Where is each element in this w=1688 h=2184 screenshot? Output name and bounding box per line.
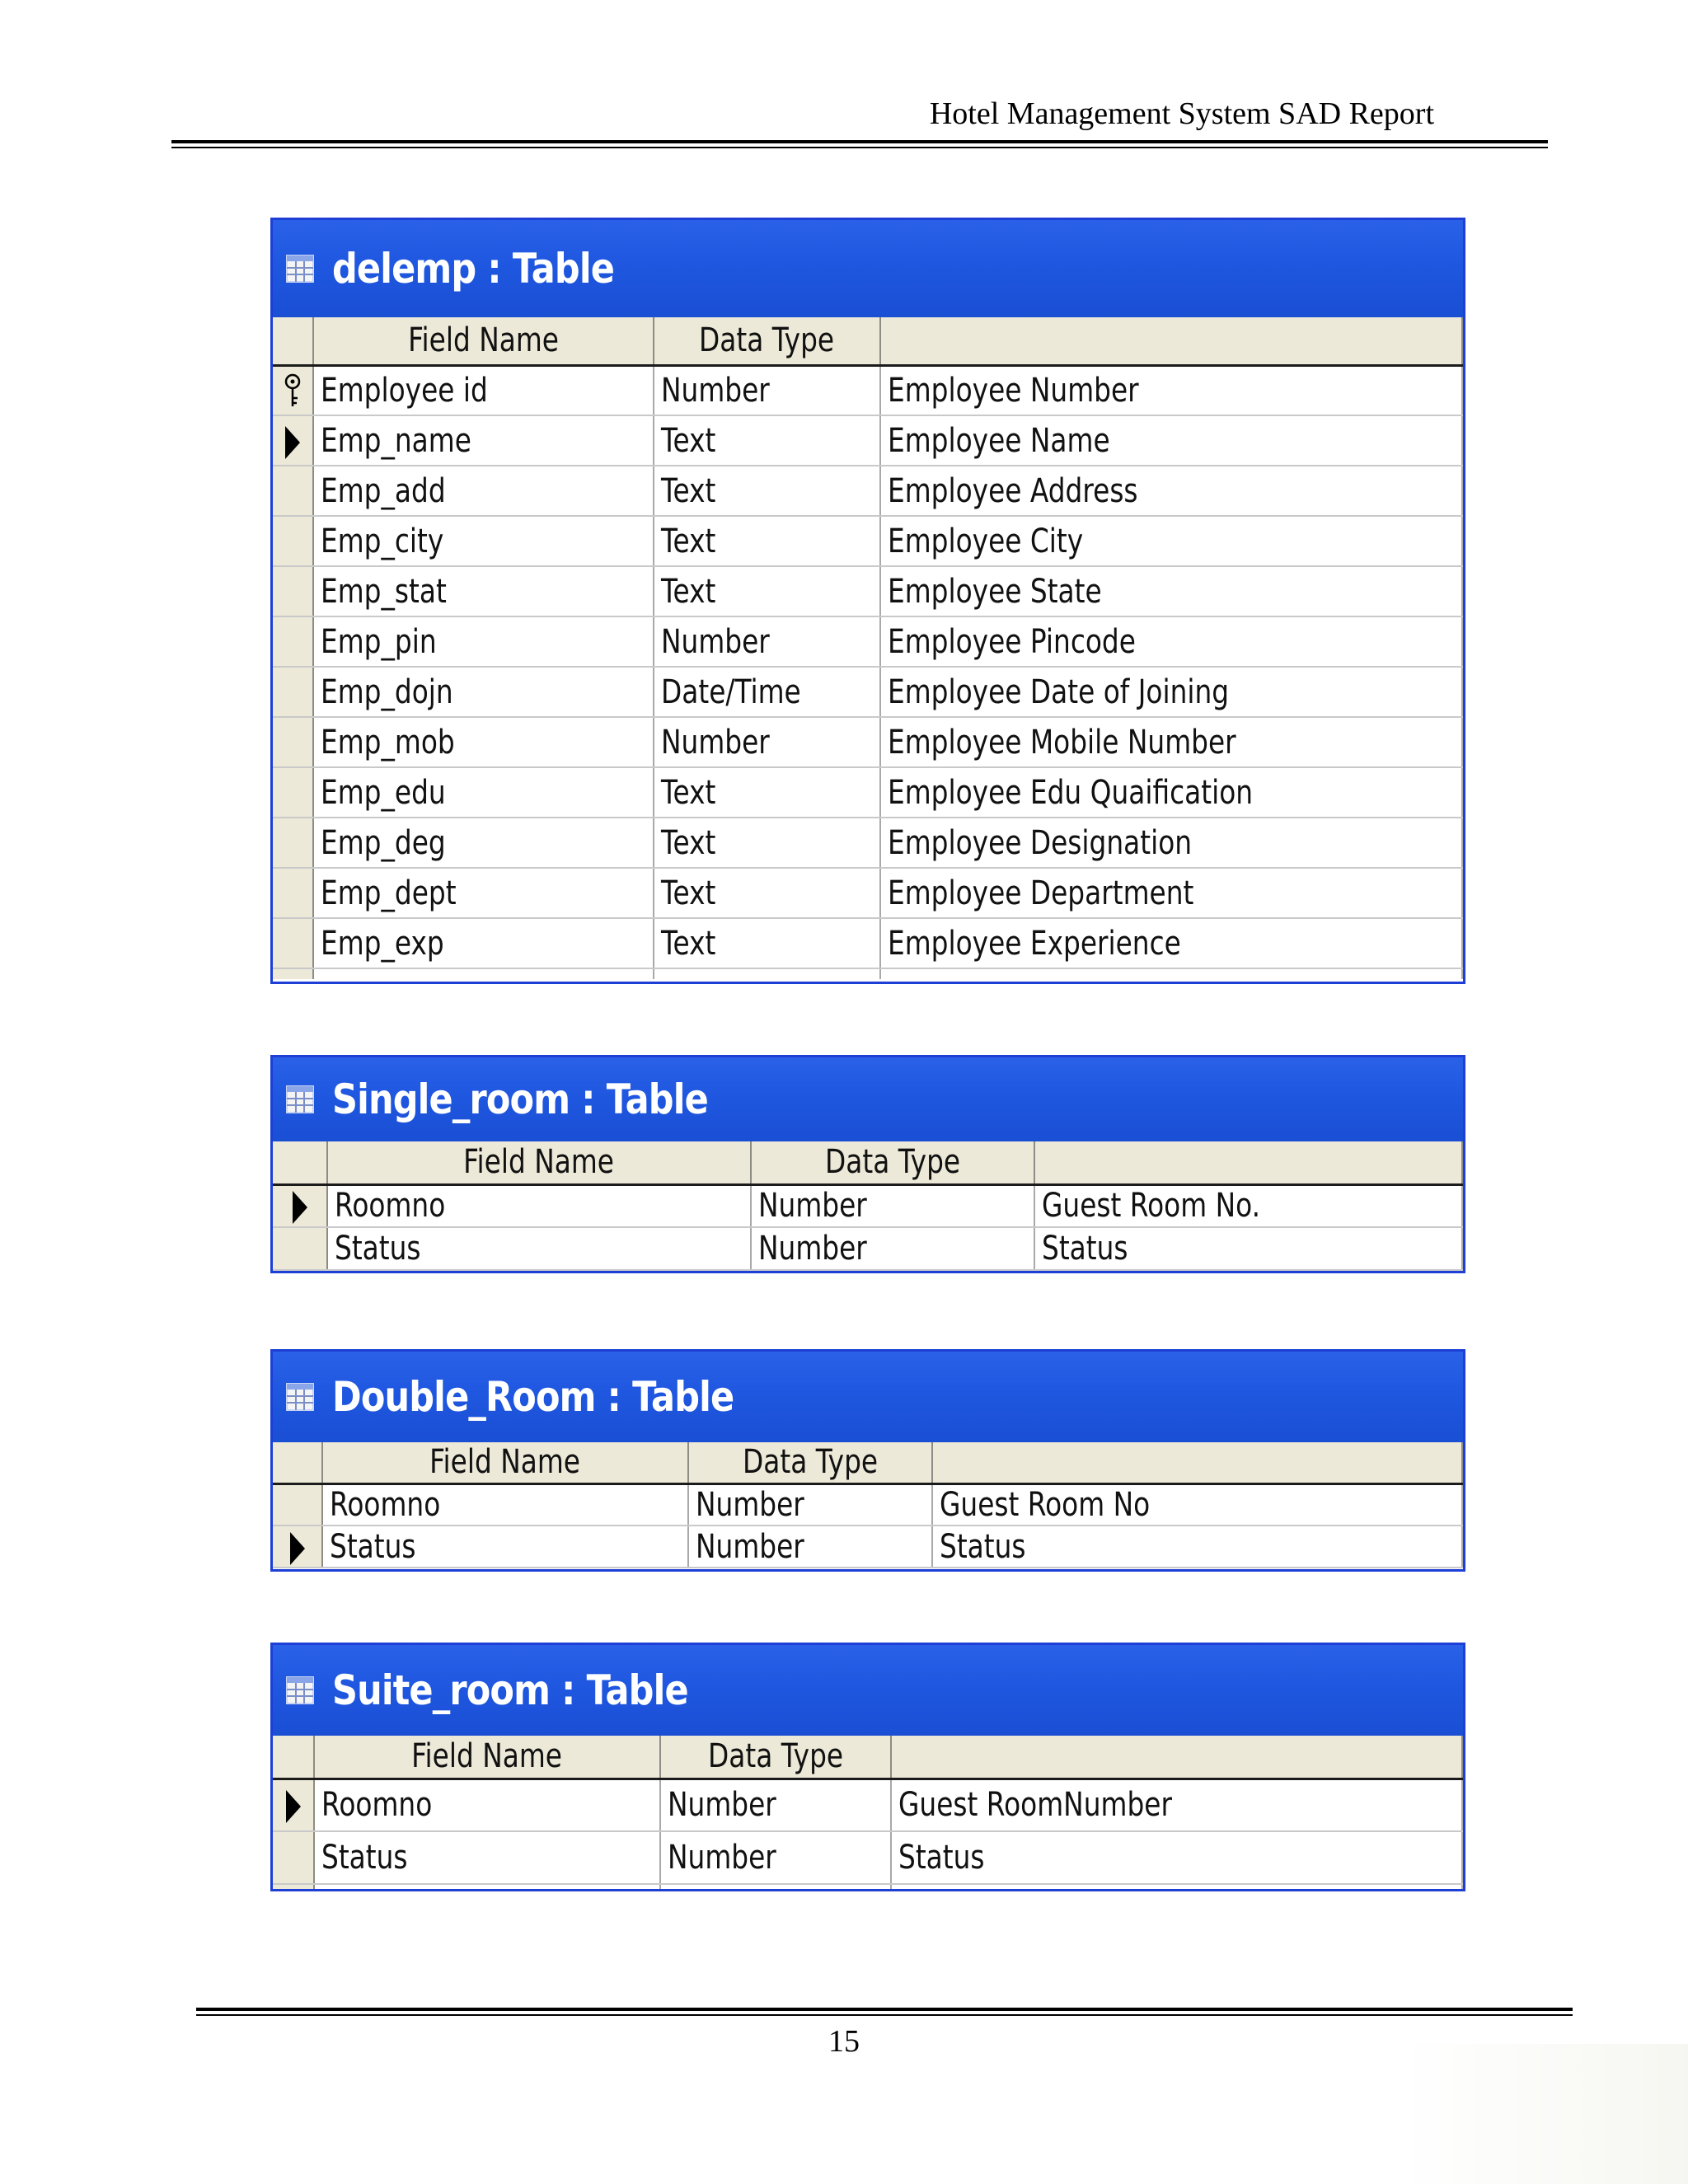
data-type-cell[interactable]: Text xyxy=(654,415,880,466)
field-name-cell[interactable]: Status xyxy=(322,1526,688,1568)
column-header-field-name[interactable]: Field Name xyxy=(314,1736,660,1779)
current-row-arrow-icon xyxy=(285,426,300,459)
table-row[interactable] xyxy=(273,365,1462,415)
description-cell[interactable]: Employee Designation xyxy=(880,818,1462,868)
data-type-cell[interactable]: Text xyxy=(654,767,880,818)
data-type-cell[interactable]: Number xyxy=(654,616,880,667)
design-grid-suite-room xyxy=(273,1736,1463,1891)
row-selector-header xyxy=(273,317,313,365)
description-cell[interactable]: Employee State xyxy=(880,566,1462,616)
row-selector[interactable] xyxy=(273,566,313,616)
description-cell[interactable]: Employee Number xyxy=(880,365,1462,415)
table-window-double-room xyxy=(270,1349,1465,1572)
field-name-cell[interactable]: Status xyxy=(327,1227,751,1270)
column-header-data-type[interactable]: Data Type xyxy=(654,317,880,365)
data-type-cell[interactable]: Text xyxy=(654,566,880,616)
title-bar-suite-room xyxy=(273,1645,1463,1736)
field-name-cell[interactable]: Emp_pin xyxy=(313,616,654,667)
primary-key-icon xyxy=(284,373,302,410)
description-cell[interactable]: Employee Date of Joining xyxy=(880,667,1462,717)
row-selector[interactable] xyxy=(273,365,313,415)
description-cell[interactable]: Guest Room No xyxy=(932,1483,1462,1526)
row-selector[interactable] xyxy=(273,767,313,818)
table-row[interactable] xyxy=(273,667,1462,717)
field-name-cell[interactable]: Roomno xyxy=(322,1483,688,1526)
data-type-cell[interactable]: Date/Time xyxy=(654,667,880,717)
data-type-cell[interactable]: Text xyxy=(654,868,880,918)
current-row-arrow-icon xyxy=(286,1790,301,1823)
field-name-cell[interactable]: Roomno xyxy=(327,1184,751,1227)
data-type-cell[interactable]: Number xyxy=(660,1831,891,1884)
data-type-cell[interactable]: Text xyxy=(654,516,880,566)
table-icon xyxy=(286,1085,314,1113)
title-bar-double-room xyxy=(273,1352,1463,1442)
description-cell[interactable]: Employee Pincode xyxy=(880,616,1462,667)
table-row[interactable] xyxy=(273,415,1462,466)
column-header-field-name[interactable]: Field Name xyxy=(327,1141,751,1184)
row-selector[interactable] xyxy=(273,1779,314,1831)
row-selector[interactable] xyxy=(273,1483,322,1526)
description-cell[interactable]: Guest RoomNumber xyxy=(891,1779,1462,1831)
row-selector[interactable] xyxy=(273,616,313,667)
table-icon xyxy=(286,1676,314,1704)
table-row[interactable] xyxy=(273,717,1462,767)
header-rule-top xyxy=(171,140,1548,143)
report-header-title: Hotel Management System SAD Report xyxy=(929,96,1434,131)
table-row[interactable] xyxy=(273,1779,1462,1831)
row-selector[interactable] xyxy=(273,667,313,717)
data-type-cell[interactable]: Number xyxy=(688,1483,932,1526)
table-window-single-room xyxy=(270,1055,1465,1273)
description-cell[interactable]: Guest Room No. xyxy=(1034,1184,1462,1227)
table-icon xyxy=(286,1383,314,1411)
description-cell[interactable]: Employee Name xyxy=(880,415,1462,466)
field-name-cell[interactable]: Emp_add xyxy=(313,466,654,516)
description-cell[interactable]: Status xyxy=(891,1831,1462,1884)
column-header-data-type[interactable]: Data Type xyxy=(688,1442,932,1483)
row-selector[interactable] xyxy=(273,1227,327,1270)
title-bar-single-room xyxy=(273,1057,1463,1141)
table-row[interactable] xyxy=(273,516,1462,566)
column-header-description[interactable] xyxy=(880,317,1462,365)
table-title: delemp : Table xyxy=(332,245,615,293)
table-row[interactable] xyxy=(273,1526,1462,1568)
data-type-cell[interactable]: Text xyxy=(654,818,880,868)
row-selector[interactable] xyxy=(273,1184,327,1227)
design-grid-single-room xyxy=(273,1141,1463,1271)
row-selector[interactable] xyxy=(273,415,313,466)
description-cell[interactable]: Employee City xyxy=(880,516,1462,566)
header-rule-bottom xyxy=(171,147,1548,148)
field-name-cell[interactable]: Emp_dept xyxy=(313,868,654,918)
field-name-cell[interactable]: Emp_stat xyxy=(313,566,654,616)
field-name-cell[interactable]: Emp_name xyxy=(313,415,654,466)
field-name-cell[interactable]: Status xyxy=(314,1831,660,1884)
description-cell[interactable]: Employee Edu Quaification xyxy=(880,767,1462,818)
footer-rule-bottom xyxy=(196,2014,1573,2016)
footer-rule-top xyxy=(196,2008,1573,2011)
data-type-cell[interactable]: Number xyxy=(688,1526,932,1568)
data-type-cell[interactable]: Text xyxy=(654,918,880,968)
table-row[interactable] xyxy=(273,918,1462,968)
data-type-cell[interactable]: Number xyxy=(660,1779,891,1831)
table-row[interactable] xyxy=(273,1831,1462,1884)
table-row[interactable] xyxy=(273,818,1462,868)
row-selector[interactable] xyxy=(273,1526,322,1568)
description-cell[interactable]: Employee Address xyxy=(880,466,1462,516)
design-grid-double-room xyxy=(273,1442,1463,1568)
field-name-cell[interactable]: Emp_mob xyxy=(313,717,654,767)
new-row-stub[interactable] xyxy=(273,1884,1462,1891)
field-name-cell[interactable]: Employee id xyxy=(313,365,654,415)
field-name-cell[interactable]: Roomno xyxy=(314,1779,660,1831)
data-type-cell[interactable]: Number xyxy=(751,1184,1034,1227)
table-window-delemp xyxy=(270,218,1465,984)
column-header-data-type[interactable]: Data Type xyxy=(660,1736,891,1779)
table-row[interactable] xyxy=(273,566,1462,616)
column-header-description[interactable] xyxy=(891,1736,1462,1779)
table-row[interactable] xyxy=(273,616,1462,667)
description-cell[interactable]: Employee Department xyxy=(880,868,1462,918)
row-selector-header xyxy=(273,1442,322,1483)
table-row[interactable] xyxy=(273,868,1462,918)
table-row[interactable] xyxy=(273,466,1462,516)
column-header-field-name[interactable]: Field Name xyxy=(322,1442,688,1483)
table-row[interactable] xyxy=(273,767,1462,818)
data-type-cell[interactable]: Number xyxy=(654,717,880,767)
table-title: Suite_room : Table xyxy=(332,1666,688,1714)
row-selector-header xyxy=(273,1736,314,1779)
description-cell[interactable]: Employee Experience xyxy=(880,918,1462,968)
description-cell[interactable]: Employee Mobile Number xyxy=(880,717,1462,767)
table-title: Double_Room : Table xyxy=(332,1373,734,1421)
row-selector[interactable] xyxy=(273,868,313,918)
field-name-cell[interactable]: Emp_dojn xyxy=(313,667,654,717)
row-selector[interactable] xyxy=(273,516,313,566)
current-row-arrow-icon xyxy=(290,1532,305,1565)
table-row[interactable] xyxy=(273,1483,1462,1526)
column-header-description[interactable] xyxy=(932,1442,1462,1483)
field-name-cell[interactable]: Emp_deg xyxy=(313,818,654,868)
column-header-description[interactable] xyxy=(1034,1141,1462,1184)
description-cell[interactable]: Status xyxy=(932,1526,1462,1568)
row-selector[interactable] xyxy=(273,466,313,516)
column-header-field-name[interactable]: Field Name xyxy=(313,317,654,365)
new-row-stub[interactable] xyxy=(273,968,1462,979)
row-selector[interactable] xyxy=(273,818,313,868)
description-cell[interactable]: Status xyxy=(1034,1227,1462,1270)
field-name-cell[interactable]: Emp_edu xyxy=(313,767,654,818)
column-header-data-type[interactable]: Data Type xyxy=(751,1141,1034,1184)
data-type-cell[interactable]: Number xyxy=(751,1227,1034,1270)
row-selector[interactable] xyxy=(273,1831,314,1884)
data-type-cell[interactable]: Text xyxy=(654,466,880,516)
current-row-arrow-icon xyxy=(293,1191,307,1224)
row-selector[interactable] xyxy=(273,918,313,968)
design-grid-delemp xyxy=(273,317,1463,979)
row-selector-header xyxy=(273,1141,327,1184)
table-row[interactable] xyxy=(273,1227,1462,1270)
scan-shading xyxy=(1401,2044,1688,2184)
table-row[interactable] xyxy=(273,1184,1462,1227)
title-bar-delemp xyxy=(273,220,1463,317)
data-type-cell[interactable]: Number xyxy=(654,365,880,415)
row-selector[interactable] xyxy=(273,717,313,767)
field-name-cell[interactable]: Emp_exp xyxy=(313,918,654,968)
field-name-cell[interactable]: Emp_city xyxy=(313,516,654,566)
table-title: Single_room : Table xyxy=(332,1076,708,1123)
table-icon xyxy=(286,255,314,283)
table-window-suite-room xyxy=(270,1643,1465,1891)
page-number: 15 xyxy=(828,2024,860,2059)
